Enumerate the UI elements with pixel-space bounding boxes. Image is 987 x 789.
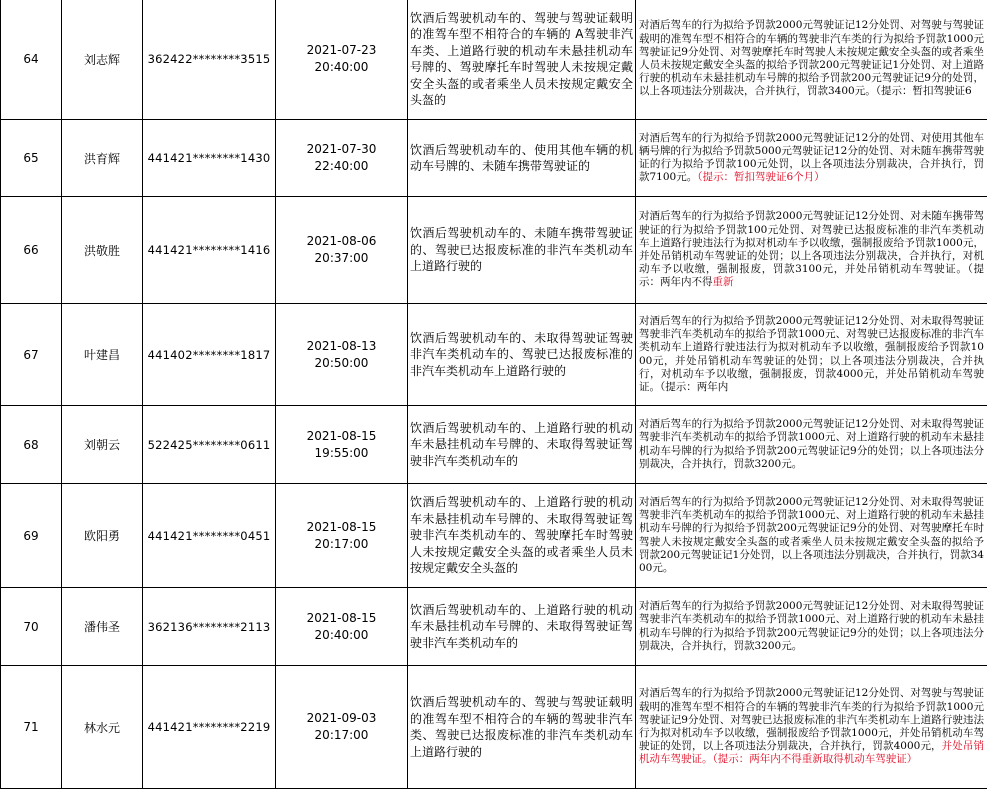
violation-clock: 20:17:00 <box>315 537 369 551</box>
violation-description: 饮酒后驾驶机动车的、上道路行驶的机动车未悬挂机动车号牌的、未取得驾驶证驾驶非汽车类机动车的、驾驶摩托车时驾驶人未按规定戴安全头盔的或者乘坐人员未按规定戴安全头盔的 <box>408 484 636 588</box>
violation-clock: 19:55:00 <box>315 446 369 460</box>
penalty-decision <box>636 666 987 789</box>
violation-date: 2021-08-13 <box>307 339 377 353</box>
violation-date: 2021-08-15 <box>307 429 377 443</box>
person-name: 叶建昌 <box>62 304 143 406</box>
id-number: 441421********1416 <box>143 197 276 304</box>
row-number: 71 <box>1 666 62 789</box>
id-number: 362422********3515 <box>143 0 276 120</box>
table-row <box>1 0 987 120</box>
person-name: 林水元 <box>62 666 143 789</box>
violation-date: 2021-08-06 <box>307 234 377 248</box>
person-name: 洪育辉 <box>62 120 143 197</box>
table-row <box>1 304 987 406</box>
penalty-text: 对酒后驾车的行为拟给予罚款2000元驾驶证记12分处罚、对未取得驾驶证驾驶非汽车类机动车的拟给予罚款1000元、对驾驶已达报废标准的非汽车类机动车上道路行驶违法行为拟对机动车予以收缴，强制报废给予罚款1000元，并处吊销机动车驾驶证的处罚；以上各项违法分别裁决，合并执行，对机动车予以收缴，强制报废，罚款4000元，并处吊销机动车驾驶证。（提示：两年内 <box>639 315 984 393</box>
violation-date: 2021-08-15 <box>307 611 377 625</box>
row-number: 69 <box>1 484 62 588</box>
violation-date: 2021-07-23 <box>307 43 377 57</box>
violation-date: 2021-09-03 <box>307 711 377 725</box>
id-number: 522425********0611 <box>143 406 276 484</box>
violation-description: 饮酒后驾驶机动车的、使用其他车辆的机动车号牌的、未随车携带驾驶证的 <box>408 120 636 197</box>
table-row <box>1 484 987 588</box>
violation-date: 2021-08-15 <box>307 520 377 534</box>
violation-time <box>276 0 408 120</box>
violation-description: 饮酒后驾驶机动车的、未取得驾驶证驾驶非汽车类机动车的、驾驶已达报废标准的非汽车类机动车上道路行驶的 <box>408 304 636 406</box>
violation-time <box>276 666 408 789</box>
person-name: 刘志辉 <box>62 0 143 120</box>
violation-description: 饮酒后驾驶机动车的、驾驶与驾驶证载明的准驾车型不相符合的车辆的驾驶非汽车类、驾驶已达报废标准的非汽车类机动车上道路行驶的 <box>408 666 636 789</box>
penalty-decision <box>636 120 987 197</box>
table-row <box>1 666 987 789</box>
penalty-text: 对酒后驾车的行为拟给予罚款2000元驾驶证记12分的处罚、对使用其他车辆号牌的行为拟给予罚款5000元驾驶证记12分的处罚、对未随车携带驾驶证的行为拟给予罚款100元处罚，以上各项违法分别裁决，合并执行，罚款7100元。 <box>639 132 984 184</box>
violation-time <box>276 406 408 484</box>
table-row <box>1 120 987 197</box>
person-name: 欧阳勇 <box>62 484 143 588</box>
violation-date: 2021-07-30 <box>307 142 377 156</box>
violation-time <box>276 588 408 666</box>
violation-time <box>276 304 408 406</box>
penalty-text: 对酒后驾车的行为拟给予罚款2000元驾驶证记12分处罚、对驾驶与驾驶证载明的准驾车型不相符合的车辆的驾驶非汽车类的行为拟给予罚款1000元驾驶证记9分处罚、对驾驶摩托车时驾驶人未按规定戴安全头盔的或者乘坐人员未按规定戴安全头盔的拟给予罚款200元驾驶证记1分处罚、对上道路行驶的机动车未悬挂机动车号牌的拟给予罚款200元驾驶证记9分的处罚，以上各项违法分别裁决，合并执行，罚款3400元。（提示：暂扣驾驶证6 <box>639 19 984 97</box>
id-number: 441421********0451 <box>143 484 276 588</box>
violation-description: 饮酒后驾驶机动车的、未随车携带驾驶证的、驾驶已达报废标准的非汽车类机动车上道路行驶的 <box>408 197 636 304</box>
row-number: 70 <box>1 588 62 666</box>
violation-clock: 20:40:00 <box>315 628 369 642</box>
penalty-text: 对酒后驾车的行为拟给予罚款2000元驾驶证记12分处罚、对驾驶与驾驶证载明的准驾车型不相符合的车辆的驾驶非汽车类的行为拟给予罚款1000元驾驶证记9分处罚、对驾驶已达报废标准的非汽车类机动车上道路行驶违法行为拟对机动车予以收缴，强制报废给予罚款1000元，并处吊销机动车驾驶证的处罚，以上各项违法分别裁决，合并执行，罚款4000元， <box>639 687 984 752</box>
penalty-note: （提示：暂扣驾驶证6个月） <box>697 171 824 183</box>
table-row <box>1 197 987 304</box>
penalty-text: 对酒后驾车的行为拟给予罚款2000元驾驶证记12分处罚、对未随车携带驾驶证的行为拟给予罚款100元处罚、对驾驶已达报废标准的非汽车类机动车上道路行驶违法行为拟对机动车予以收缴，强制报废给予罚款1000元，并处吊销机动车驾驶证的处罚；以上各项违法分别裁决，合并执行，对机动车予以收缴，强制报废，罚款3100元，并处吊销机动车驾驶证。（提示：两年内不得 <box>639 210 984 288</box>
row-number: 64 <box>1 0 62 120</box>
person-name: 洪敬胜 <box>62 197 143 304</box>
id-number: 441421********2219 <box>143 666 276 789</box>
penalty-decision <box>636 197 987 304</box>
violation-description: 饮酒后驾驶机动车的、上道路行驶的机动车未悬挂机动车号牌的、未取得驾驶证驾驶非汽车类机动车的 <box>408 588 636 666</box>
penalty-text: 对酒后驾车的行为拟给予罚款2000元驾驶证记12分处罚、对未取得驾驶证驾驶非汽车类机动车的拟给予罚款1000元、对上道路行驶的机动车未悬挂机动车号牌的行为拟给予罚款200元驾驶证记9分的处罚、对驾驶摩托车时驾驶人未按规定戴安全头盔的或者乘坐人员未按规定戴安全头盔的拟给予罚款200元驾驶证记1分处罚，以上各项违法分别裁决，合并执行，罚款3400元。 <box>639 496 984 574</box>
violation-description: 饮酒后驾驶机动车的、驾驶与驾驶证载明的准驾车型不相符合的车辆的 A驾驶非汽车类、上道路行驶的机动车未悬挂机动车号牌的、驾驶摩托车时驾驶人未按规定戴安全头盔的或者乘坐人员未按规定戴安全头盔的 <box>408 0 636 120</box>
id-number: 441421********1430 <box>143 120 276 197</box>
penalty-note: 重新 <box>713 276 734 288</box>
penalty-decision <box>636 588 987 666</box>
table-row <box>1 588 987 666</box>
violation-clock: 20:17:00 <box>315 728 369 742</box>
row-number: 65 <box>1 120 62 197</box>
violation-clock: 20:40:00 <box>315 60 369 74</box>
violation-time <box>276 484 408 588</box>
penalty-decision <box>636 406 987 484</box>
id-number: 441402********1817 <box>143 304 276 406</box>
table-row <box>1 406 987 484</box>
row-number: 68 <box>1 406 62 484</box>
penalty-decision <box>636 304 987 406</box>
penalty-text: 对酒后驾车的行为拟给予罚款2000元驾驶证记12分处罚、对未取得驾驶证驾驶非汽车类机动车的拟给予罚款1000元、对上道路行驶的机动车未悬挂机动车号牌的行为拟给予罚款200元驾驶证记9分的处罚；以上各项违法分别裁决，合并执行，罚款3200元。 <box>639 600 984 652</box>
id-number: 362136********2113 <box>143 588 276 666</box>
person-name: 潘伟圣 <box>62 588 143 666</box>
person-name: 刘朝云 <box>62 406 143 484</box>
penalty-table-body <box>1 0 987 789</box>
violation-clock: 20:37:00 <box>315 251 369 265</box>
penalty-decision <box>636 484 987 588</box>
penalty-text: 对酒后驾车的行为拟给予罚款2000元驾驶证记12分处罚、对未取得驾驶证驾驶非汽车类机动车的拟给予罚款1000元、对上道路行驶的机动车未悬挂机动车号牌的行为拟给予罚款200元驾驶证记9分的处罚；以上各项违法分别裁决，合并执行，罚款3200元。 <box>639 418 984 470</box>
row-number: 66 <box>1 197 62 304</box>
penalty-decision <box>636 0 987 120</box>
violation-clock: 22:40:00 <box>315 159 369 173</box>
violation-time <box>276 197 408 304</box>
violation-clock: 20:50:00 <box>315 356 369 370</box>
violation-description: 饮酒后驾驶机动车的、上道路行驶的机动车未悬挂机动车号牌的、未取得驾驶证驾驶非汽车类机动车的 <box>408 406 636 484</box>
violation-time <box>276 120 408 197</box>
penalty-note: 并处吊销机动车驾驶证。（提示：两年内不得重新取得机动车驾驶证） <box>639 740 984 765</box>
row-number: 67 <box>1 304 62 406</box>
